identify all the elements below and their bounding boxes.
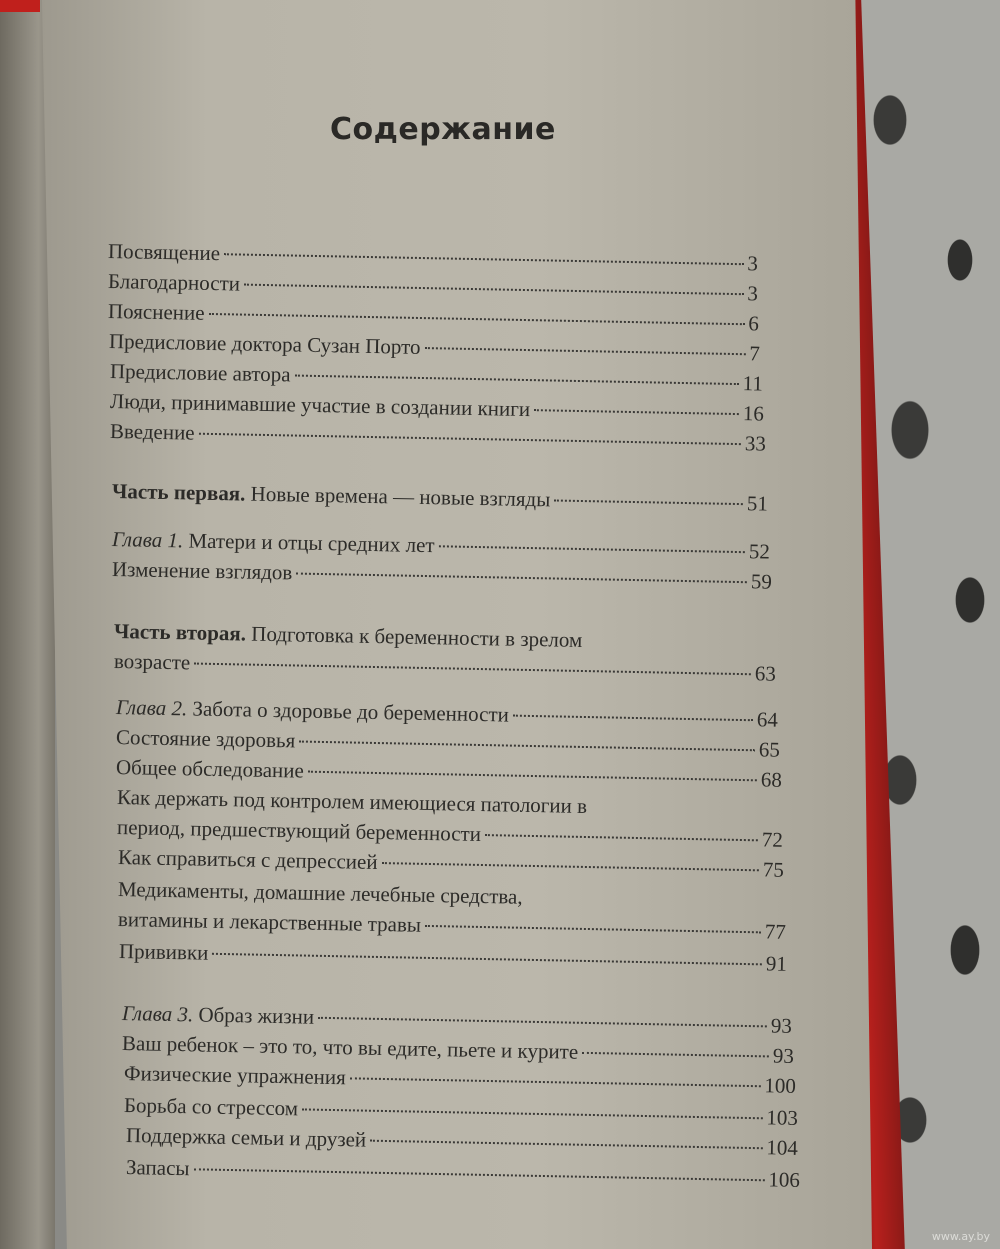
toc-entry-page: 11 <box>742 371 764 396</box>
toc-entry-title: Пояснение <box>107 299 205 325</box>
toc-entry-page: 75 <box>762 857 785 882</box>
toc-entry-page: 93 <box>772 1043 795 1068</box>
watermark: www.ay.by <box>931 1230 990 1243</box>
chapter-label: Глава 3. <box>121 1001 194 1027</box>
toc-entry-title: Борьба со стрессом <box>123 1093 299 1121</box>
toc-entry-title: Посвящение <box>107 239 221 266</box>
dot-leader <box>209 313 745 325</box>
toc-entry <box>118 876 523 910</box>
toc-entry-page: 6 <box>748 311 760 336</box>
dot-leader <box>582 1052 769 1058</box>
toc-entry-title: Прививки <box>118 939 209 965</box>
dot-leader <box>194 1168 765 1181</box>
toc-entry-page: 106 <box>768 1167 801 1192</box>
dot-leader <box>439 545 745 553</box>
dot-leader <box>199 433 741 445</box>
toc-entry-title: Как держать под контролем имеющиеся патологии в <box>116 785 588 819</box>
toc-entry-page: 52 <box>748 539 771 564</box>
toc-entry-title: Как справиться с депрессией <box>117 845 378 874</box>
dot-leader <box>350 1077 761 1087</box>
chapter-label: Глава 2. <box>115 695 188 721</box>
toc-entry-page: 100 <box>764 1073 797 1098</box>
dot-leader <box>244 284 743 296</box>
dot-leader <box>212 953 762 966</box>
toc-entry-title: период, предшествующий беременности <box>116 815 482 846</box>
toc-entry-page: 93 <box>770 1013 793 1038</box>
dot-leader <box>302 1108 762 1119</box>
toc-entry-page: 33 <box>744 431 767 456</box>
dot-leader <box>308 771 757 782</box>
toc-entry-part <box>112 478 768 517</box>
toc-entry-title: Ваш ребенок – это то, что вы едите, пьете и курите <box>121 1031 579 1064</box>
dot-leader <box>485 834 758 841</box>
chapter-title: Забота о здоровье до беременности <box>186 696 510 727</box>
toc-entry-page: 103 <box>766 1105 799 1130</box>
dot-leader <box>425 347 746 355</box>
part-title: Новые времена — новые взгляды <box>245 481 551 512</box>
part-label: Часть вторая. <box>113 619 247 646</box>
chapter-title: Матери и отцы средних лет <box>182 528 435 558</box>
toc-entry-title: Физические упражнения <box>123 1061 347 1090</box>
chapter-label: Глава 1. <box>111 527 184 553</box>
dot-leader <box>513 715 753 722</box>
dot-leader <box>194 663 751 676</box>
toc-entry-title: Предисловие автора <box>109 359 291 387</box>
toc-entry-page: 51 <box>746 491 769 516</box>
dot-leader <box>534 409 739 415</box>
toc-entry-page: 91 <box>765 951 788 976</box>
toc-entry-page: 65 <box>758 737 781 762</box>
toc-entry-title: Запасы <box>125 1155 190 1181</box>
dot-leader <box>296 573 747 584</box>
dot-leader <box>318 1017 767 1028</box>
toc-entry-title <box>112 478 551 512</box>
toc-entry-part <box>114 618 583 653</box>
toc-entry-title <box>122 1000 315 1030</box>
toc-entry-title <box>112 526 435 558</box>
toc-entry-title: Медикаменты, домашние лечебные средства, <box>117 877 523 909</box>
dot-leader <box>299 741 755 752</box>
toc-entry <box>114 648 776 687</box>
toc-entry-title: Общее обследование <box>115 755 305 783</box>
toc-entry-page: 63 <box>754 661 777 686</box>
toc-entry-page: 7 <box>749 341 761 366</box>
dot-leader <box>224 253 743 265</box>
part-label: Часть первая. <box>111 479 246 506</box>
toc-entry-page: 3 <box>747 251 759 276</box>
dot-leader <box>554 499 743 505</box>
toc-entry-page: 64 <box>756 707 779 732</box>
toc-entry-page: 59 <box>750 569 773 594</box>
toc-entry-title: Предисловие доктора Сузан Порто <box>108 329 421 359</box>
toc-entry-page: 77 <box>764 919 787 944</box>
page-title: Содержание <box>330 112 556 147</box>
toc-entry-page: 16 <box>742 401 765 426</box>
toc-entry-title: Изменение взглядов <box>111 557 293 585</box>
chapter-title: Образ жизни <box>192 1002 315 1029</box>
dot-leader <box>370 1140 762 1150</box>
dot-leader <box>382 862 759 871</box>
toc-entry-title: Благодарности <box>107 269 241 296</box>
toc-entry-title: витамины и лекарственные травы <box>117 907 422 937</box>
dot-leader <box>295 375 739 386</box>
toc-entry-title: Люди, принимавшие участие в создании книги <box>109 389 531 422</box>
toc-entry-page: 104 <box>766 1135 799 1160</box>
toc-entry-title: Состояние здоровья <box>115 725 296 753</box>
toc-entry-title: Введение <box>109 419 195 445</box>
toc-entry-title: Поддержка семьи и друзей <box>125 1123 367 1152</box>
toc-entry <box>126 1154 800 1193</box>
toc-entry <box>119 938 787 977</box>
toc-entry-page: 3 <box>747 281 759 306</box>
toc-entry <box>117 784 588 819</box>
part-title: Подготовка к беременности в зрелом <box>245 621 583 652</box>
toc-entry-title: возрасте <box>113 649 191 675</box>
toc-entry-page: 72 <box>761 827 784 852</box>
dot-leader <box>425 925 761 933</box>
toc-entry-page: 68 <box>760 767 783 792</box>
toc-entry-title <box>116 694 509 728</box>
